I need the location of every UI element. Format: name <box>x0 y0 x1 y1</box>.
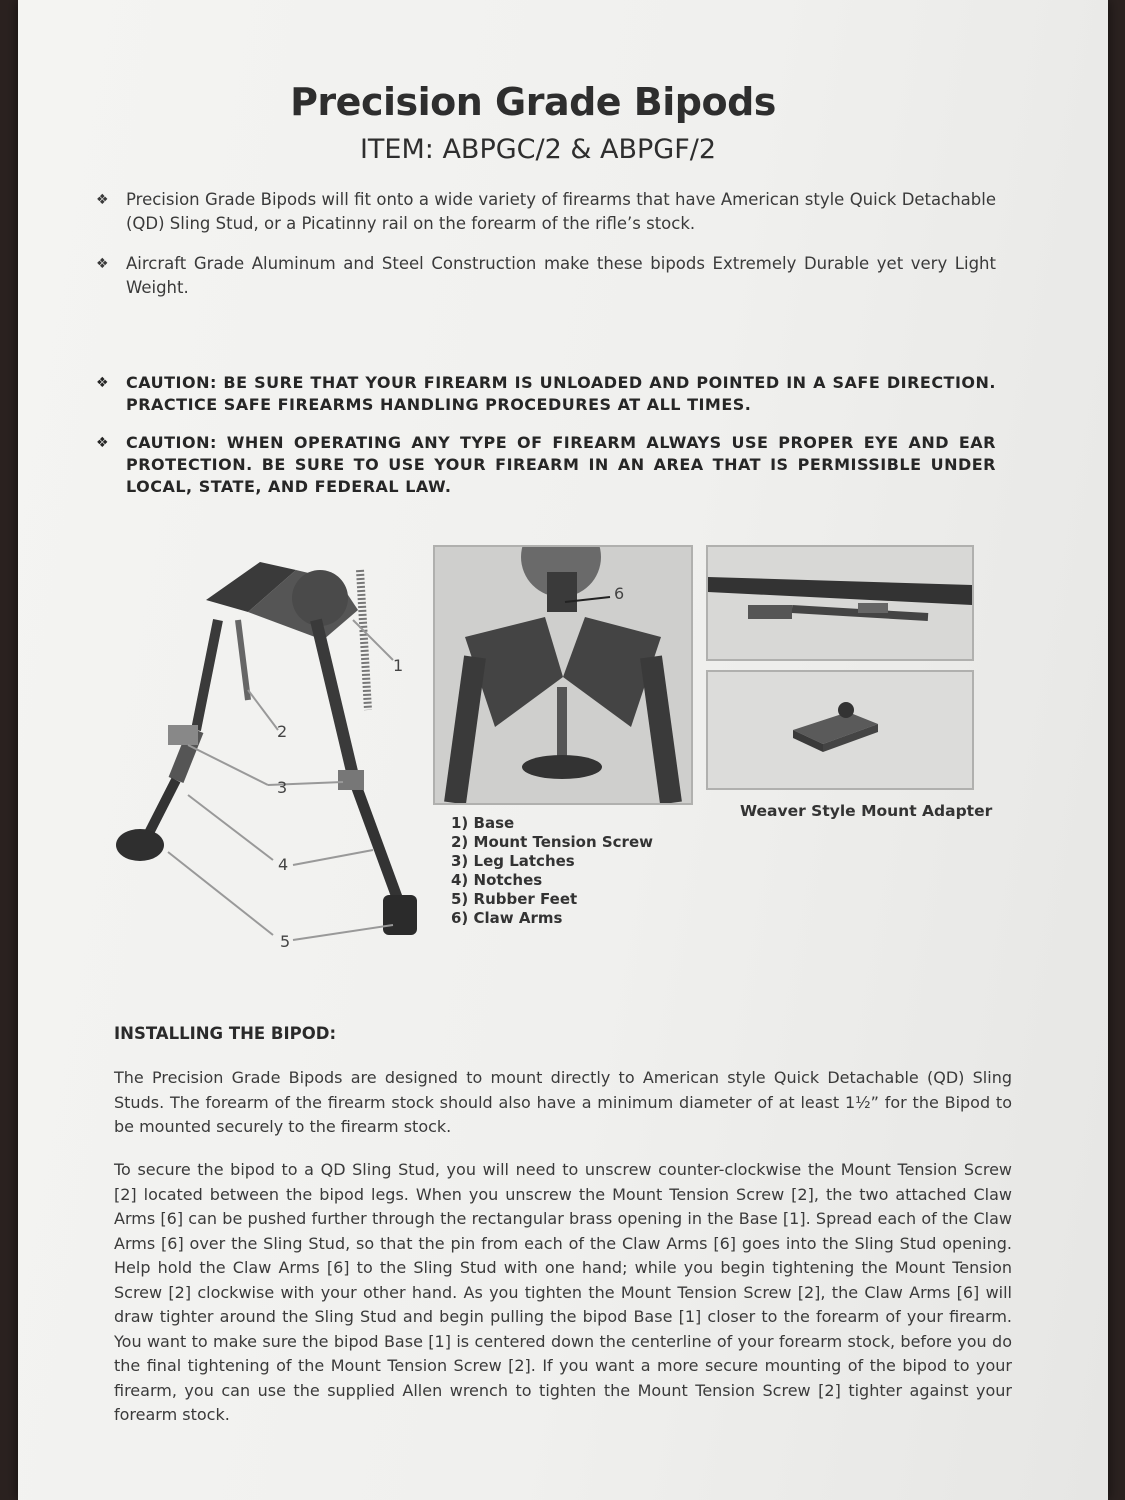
item-number: ITEM: ABPGC/2 & ABPGF/2 <box>359 134 717 165</box>
legend-item-rubber-feet: 5) Rubber Feet <box>451 890 578 908</box>
callout-4: 4 <box>278 855 289 874</box>
caution-eye-ear-protection <box>96 432 996 498</box>
paragraph-intro: The Precision Grade Bipods are designed to mount directly to American style Quick Detachable (QD) Sling Studs. The forearm of the firearm stock should also have a minimum diameter of at least 1½” for the Bipod to be mounted securely to the firearm stock. <box>114 1068 1012 1136</box>
callout-5: 5 <box>280 932 291 951</box>
callout-2: 2 <box>277 722 288 741</box>
legend-item-mount-tension-screw: 2) Mount Tension Screw <box>451 833 653 851</box>
caution-safe-direction <box>96 372 996 416</box>
adapter-caption: Weaver Style Mount Adapter <box>740 802 993 820</box>
page-title: Precision Grade Bipods <box>290 80 776 124</box>
caution-text: CAUTION: WHEN OPERATING ANY TYPE OF FIREARM ALWAYS USE PROPER EYE AND EAR PROTECTION. BE SURE TO USE YOUR FIREARM IN AN AREA THAT IS PERMISSIBLE UNDER LOCAL, STATE, AND FEDERAL LAW. <box>126 433 996 496</box>
diamond-bullet-icon: ❖ <box>96 256 109 272</box>
diamond-bullet-icon: ❖ <box>96 375 110 391</box>
legend-item-claw-arms: 6) Claw Arms <box>451 909 563 927</box>
weaver-adapter-photo <box>706 670 974 790</box>
instruction-sheet <box>18 0 1108 1500</box>
legend-item-base: 1) Base <box>451 814 515 832</box>
callout-6: 6 <box>614 584 625 603</box>
diamond-bullet-icon: ❖ <box>96 192 109 208</box>
parts-legend <box>451 814 653 928</box>
diamond-bullet-icon: ❖ <box>96 435 110 451</box>
bullet-construction <box>96 252 996 300</box>
callout-1: 1 <box>393 656 404 675</box>
section-heading-installing: INSTALLING THE BIPOD: <box>114 1024 337 1043</box>
caution-text: CAUTION: BE SURE THAT YOUR FIREARM IS UNLOADED AND POINTED IN A SAFE DIRECTION. PRACTICE SAFE FIREARMS HANDLING PROCEDURES AT ALL TIMES. <box>126 373 996 414</box>
claw-arms-photo <box>433 545 693 805</box>
legend-item-notches: 4) Notches <box>451 871 543 889</box>
callout-3: 3 <box>277 778 288 797</box>
mounted-bipod-photo <box>706 545 974 661</box>
legend-item-leg-latches: 3) Leg Latches <box>451 852 575 870</box>
bipod-diagram <box>98 540 438 980</box>
paragraph-instructions: To secure the bipod to a QD Sling Stud, you will need to unscrew counter-clockwise the Mount Tension Screw [2] located between the bipod legs. When you unscrew the Mount Tension Screw [2], the two attached Claw Arms [6] can be pushed further through the rectangular brass opening in the Base [1]. Spread each of the Claw Arms [6] over the Sling Stud, so that the pin from each of the Claw Arms [6] goes into the Sling Stud opening. Help hold the Claw Arms [6] to the Sling Stud with one hand; while you begin tightening the Mount Tension Screw [2] clockwise with your other hand. As you tighten the Mount Tension Screw [2], the Claw Arms [6] will draw tighter around the Sling Stud and begin pulling the bipod Base [1] closer to the forearm of your firearm. You want to make sure the bipod Base [1] is centered down the centerline of your forearm stock, before you do the final tightening of the Mount Tension Screw [2]. If you want a more secure mounting of the bipod to your firearm, you can use the supplied Allen wrench to tighten the Mount Tension Screw [2] tighter against your forearm stock. <box>114 1160 1012 1424</box>
bullet-text: Aircraft Grade Aluminum and Steel Construction make these bipods Extremely Durable yet very Light Weight. <box>126 254 996 297</box>
bullet-compatibility <box>96 188 996 236</box>
bullet-text: Precision Grade Bipods will fit onto a wide variety of firearms that have American style Quick Detachable (QD) Sling Stud, or a Picatinny rail on the forearm of the rifle’s stock. <box>126 190 996 233</box>
